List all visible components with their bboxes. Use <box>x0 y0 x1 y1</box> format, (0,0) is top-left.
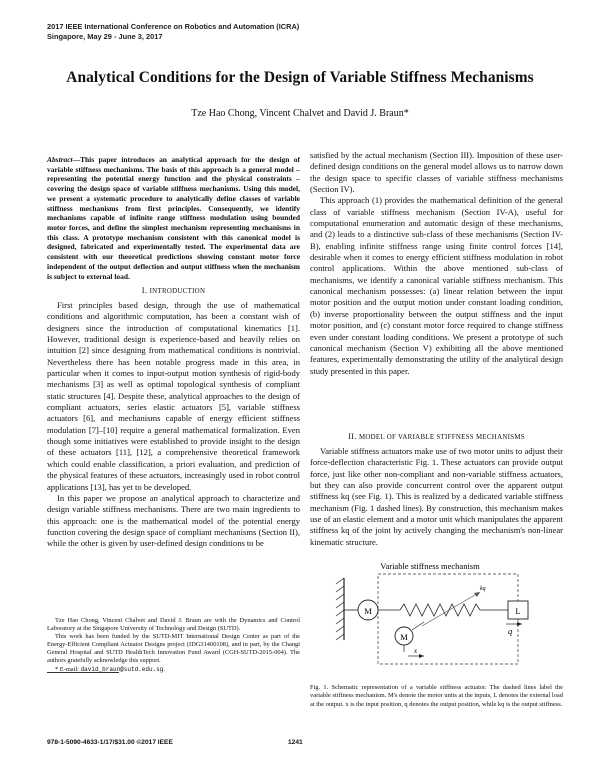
section-2-body <box>310 446 563 548</box>
stiffness-motor-label: M <box>400 632 408 642</box>
email-suffix: . <box>163 665 165 673</box>
section-1-title: INTRODUCTION <box>149 288 206 295</box>
section-1-numeral: I. <box>141 286 148 295</box>
input-position-label: x <box>414 647 418 655</box>
email-prefix: * E-mail: <box>55 665 81 673</box>
right-paragraph-2: This approach (1) provides the mathematical definition of the general class of variable stiffness mechanism (Section IV-A), useful for computational enumeration and automatic design of these mechanisms, and (2) leads to a distinctive sub-class of these mechanisms (Section IV-B), enabling infinite stiffness range using finite control forces [14], desirable when it comes to energy efficient stiffness modulation in robot control applications. Within the above mentioned sub-class of mechanisms, we identify a canonical variable stiffness mechanism. This canonical mechanism possesses: (a) linear relation between the input motor position and the output motion under constant loading condition, (b) inverse proportionality between the output stiffness and the input motor position, and (c) constant motor force required to change stiffness even under constant loading conditions. We present a prototype of such canonical mechanism (Section V) exhibiting all the above mentioned features, experimentally demonstrating the utility of the analytical design study presented in this paper. <box>310 195 563 376</box>
abstract-lead: Abstract <box>47 155 73 164</box>
mechanism-boundary <box>378 574 521 664</box>
email-link[interactable]: david_braun@sutd.edu.sg <box>80 665 164 673</box>
footer-isbn: 978-1-5090-4633-1/17/$31.00 ©2017 IEEE <box>47 739 173 746</box>
section-1-paragraph-2: In this paper we propose an analytical approach to characterize and design variable stiffness mechanisms. There are two main ingredients to this approach: one is the mathematical model of the potential energy function covering the design space of compliant mechanisms (Section II), while the other is given by user-defined design conditions to be <box>47 492 300 549</box>
section-2-heading <box>310 432 563 441</box>
abstract <box>47 155 300 281</box>
figure-1-caption: Fig. 1. Schematic representation of a variable stiffness actuator. The dashed lines label the variable stiffness mechanism. M's denote the motor units at the inputs, L denotes the external load at the output. x is the input position, q denotes the output position, while kq is the output stiffness. <box>310 684 563 708</box>
output-motor-label: M <box>364 606 372 616</box>
section-1-heading <box>47 286 300 295</box>
footnote-affiliation: Tze Hao Chong, Vincent Chalvet and David J. Braun are with the Dynamics and Control Laboratory at the Singapore University of Technology and Design (SUTD). <box>47 617 300 633</box>
right-column-body <box>310 150 563 377</box>
spring-icon <box>400 604 480 616</box>
load-label: L <box>515 606 521 616</box>
right-paragraph-1: satisfied by the actual mechanism (Section III). Imposition of these user-defined design conditions on the general model allows us to narrow down the design space to specific classes of variable stiffness mechanisms (Section IV). <box>310 150 563 195</box>
abstract-text: —This paper introduces an analytical approach for the design of variable stiffness mechanisms. The basis of this approach is a general model – representing the potential energy function and the physical constraints – covering the design space of variable stiffness mechanisms. Using this model, we present a systematic procedure to analytically define classes of variable stiffness mechanisms from first principles. Consequently, we identify mechanisms capable of infinite range stiffness modulation using bounded motor forces, and define the simplest mechanism representing mechanisms in this class. A prototype mechanism consistent with this canonical model is designed, fabricated and experimentally tested. The experimental data are consistent with our theoretical predictions showing constant motor force independent of the output deflection and output stiffness when the mechanism is subject to external load. <box>47 155 300 281</box>
mechanism-label: Variable stiffness mechanism <box>380 561 480 571</box>
section-1-body <box>47 300 300 550</box>
section-2-numeral: II. <box>348 432 357 441</box>
footnote-divider <box>47 672 119 673</box>
output-position-label: q <box>508 626 513 636</box>
conference-name: 2017 IEEE International Conference on Robotics and Automation (ICRA) <box>47 22 300 31</box>
paper-title: Analytical Conditions for the Design of Variable Stiffness Mechanisms <box>66 69 534 86</box>
conference-header <box>47 22 299 41</box>
section-1-paragraph-1: First principles based design, through the use of mathematical conditions and algorithmic computation, has been a constant wish of designers since the introduction of computational kinematics [1]. However, traditional design is experience-based and heavily relies on intuition [2] since designing from mathematical conditions is nontrivial. Nevertheless there has been notable progress made in this area, in particular when it comes to input-output motion synthesis of rigid-body mechanisms [3] as well as optimal topological synthesis of compliant static structures [4]. Despite these, analytical approaches to the design of compliant actuators, series elastic actuators [5], variable stiffness actuators [6], and mechanisms capable of energy efficient stiffness modulation [7]–[10] require a general mathematical formalization. Even though some initiatives were established to provide insight to the design of these actuators [11], [12], a comprehensive theoretical framework which could enable classification, a priori evaluation, and prediction of the physical features of these actuators, increasingly used in robot control applications [13], has yet to be developed. <box>47 300 300 492</box>
section-2-title: MODEL OF VARIABLE STIFFNESS MECHANISMS <box>358 434 525 441</box>
figure-1-schematic <box>330 560 550 685</box>
page-number: 1241 <box>288 739 303 746</box>
paper-authors: Tze Hao Chong, Vincent Chalvet and David J. Braun* <box>191 108 409 119</box>
footnote-funding: This work has been funded by the SUTD-MIT International Design Center as part of the Energy-Efficient Compliant Actuator Designs project (IDG31400108), and in part, by the Changi General Hospital and SUTD HealthTech Innovation Fund Award (CGH-SUTD-2015-004). The authors gratefully acknowledge this support. <box>47 633 300 665</box>
conference-location: Singapore, May 29 - June 3, 2017 <box>47 31 163 41</box>
footnotes <box>47 617 300 674</box>
section-2-paragraph-1: Variable stiffness actuators make use of two motor units to adjust their force-deflection characteristic Fig. 1. These actuators can provide output force, just like other non-compliant and non-variable stiffness actuators, but they can also provide concurrent control over the apparent output stiffness kq (see Fig. 1). This is realized by a dedicated variable stiffness mechanism (Fig. 1 dashed lines). By construction, this mechanism makes use of an elastic element and a motor unit which manipulates the apparent stiffness kq of the joint by actively changing the mechanism's non-linear kinematic structure. <box>310 446 563 547</box>
ground-wall <box>336 578 344 640</box>
stiffness-label: kq <box>480 586 486 592</box>
